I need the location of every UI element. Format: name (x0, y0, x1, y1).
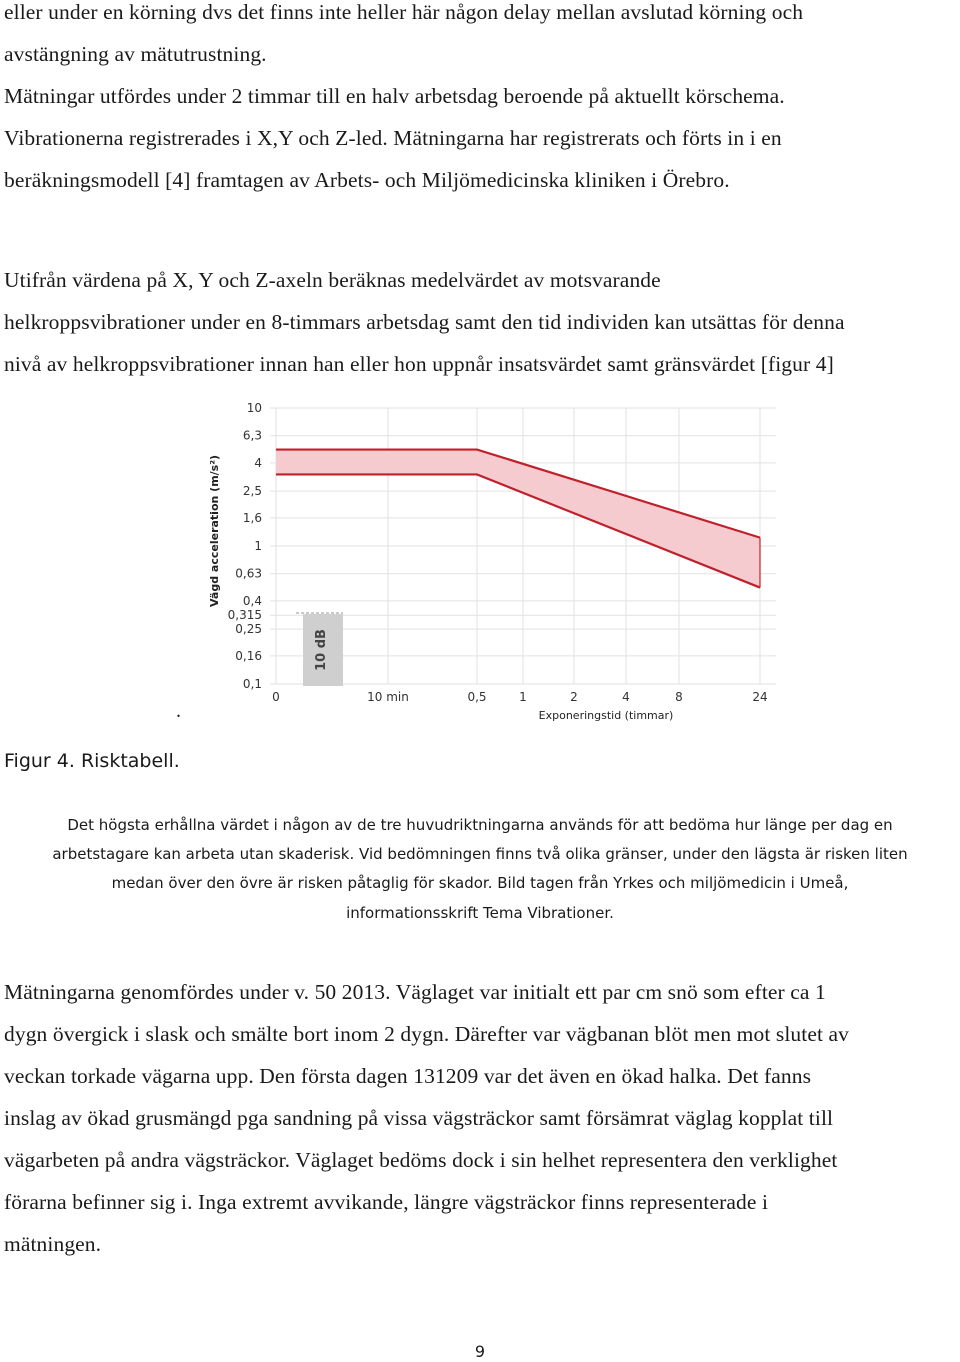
paragraph-3-line-6: förarna befinner sig i. Inga extremt avvikande, längre vägsträckor finns representerade i (4, 1190, 769, 1214)
y-tick-label: 6,3 (242, 428, 262, 443)
paragraph-3-line-4: inslag av ökad grusmängd pga sandning på vissa vägsträckor samt försämrat väglag kopplat till (4, 1106, 834, 1130)
y-tick-label: 0,16 (235, 648, 262, 663)
paragraph-2-line-3: nivå av helkroppsvibrationer innan han eller hon uppnår insatsvärdet samt gränsvärdet [figur 4] (4, 352, 834, 376)
y-tick-label: 0,63 (235, 566, 262, 581)
paragraph-2-line-1: Utifrån värdena på X, Y och Z-axeln beräknas medelvärdet av motsvarande (4, 268, 661, 292)
figure-label: Figur 4. Risktabell. (4, 750, 180, 772)
ten-db-label: 10 dB (314, 629, 329, 671)
paragraph-3-line-5: vägarbeten på andra vägsträckor. Väglaget bedöms dock i sin helhet representera den verklighet (4, 1148, 838, 1172)
x-tick-label: 8 (675, 690, 683, 704)
ten-db-marker (296, 613, 343, 686)
y-tick-label: 0,1 (242, 677, 262, 691)
x-tick-labels (272, 690, 767, 704)
y-tick-label: 1,6 (242, 510, 262, 525)
paragraph-3-line-1: Mätningarna genomfördes under v. 50 2013. Väglaget var initialt ett par cm snö som efter ca 1 (4, 980, 826, 1004)
paragraph-1-line-3: Mätningar utfördes under 2 timmar till en halv arbetsdag beroende på aktuellt körschema. (4, 84, 785, 108)
x-tick-label: 2 (570, 690, 578, 704)
y-tick-labels (228, 401, 262, 691)
figure-dot: . (176, 700, 181, 722)
paragraph-3-line-7: mätningen. (4, 1232, 102, 1256)
x-tick-label: 10 min (367, 690, 409, 704)
risk-band-fill (276, 450, 760, 588)
caption-line-1: Det högsta erhållna värdet i någon av de tre huvudriktningarna används för att bedöma hur länge per dag en (67, 816, 893, 834)
y-axis-label: Vägd acceleration (m/s²) (208, 454, 221, 607)
risk-chart (188, 392, 788, 727)
y-tick-label: 10 (246, 401, 262, 415)
caption-line-3: medan över den övre är risken påtaglig för skador. Bild tagen från Yrkes och miljömedicin i Umeå, (111, 874, 849, 892)
x-tick-label: 1 (519, 690, 527, 704)
paragraph-1-line-1: eller under en körning dvs det finns inte heller här någon delay mellan avslutad körning och (4, 0, 804, 24)
x-tick-label: 24 (752, 690, 768, 704)
paragraph-1-line-2: avstängning av mätutrustning. (4, 42, 267, 66)
page-number: 9 (474, 1342, 486, 1361)
paragraph-1-line-4: Vibrationerna registrerades i X,Y och Z-led. Mätningarna har registrerats och förts in i en (4, 126, 782, 150)
risk-band (276, 450, 760, 588)
risk-chart-svg (188, 392, 788, 727)
x-tick-label: 0,5 (467, 690, 487, 704)
y-tick-label: 4 (254, 455, 262, 470)
x-tick-label: 0 (272, 690, 280, 704)
x-axis-label: Exponeringstid (timmar) (538, 709, 674, 722)
paragraph-3-line-2: dygn övergick i slask och smälte bort inom 2 dygn. Därefter var vägbanan blöt men mot slutet av (4, 1022, 850, 1046)
y-tick-label: 2,5 (242, 484, 262, 499)
y-tick-label: 0,4 (242, 593, 262, 608)
paragraph-1-line-5: beräkningsmodell [4] framtagen av Arbets- och Miljömedicinska kliniken i Örebro. (4, 168, 730, 192)
paragraph-2-line-2: helkroppsvibrationer under en 8-timmars arbetsdag samt den tid individen kan utsättas för denna (4, 310, 845, 334)
caption-line-4: informationsskrift Tema Vibrationer. (346, 904, 614, 922)
paragraph-3-line-3: veckan torkade vägarna upp. Den första dagen 131209 var det även en ökad halka. Det fanns (4, 1064, 812, 1088)
y-tick-label: 0,315 (227, 608, 262, 623)
caption-line-2: arbetstagare kan arbeta utan skaderisk. Vid bedömningen finns två olika gränser, under den lägsta är risken liten (52, 845, 908, 863)
y-tick-label: 0,25 (235, 622, 262, 637)
y-tick-label: 1 (254, 539, 262, 553)
x-tick-label: 4 (622, 690, 630, 704)
